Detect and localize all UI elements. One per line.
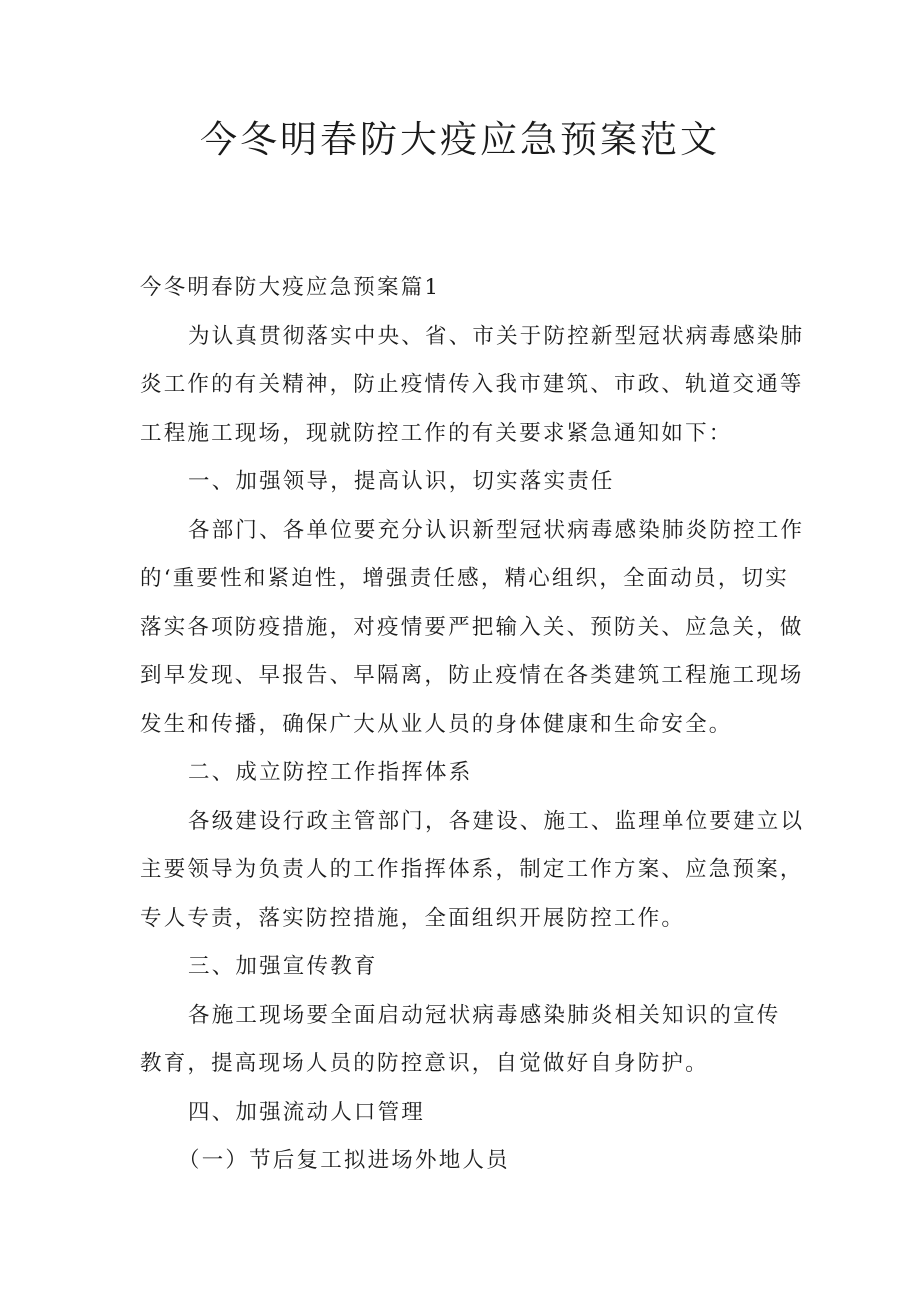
subsection-heading: （一）节后复工拟进场外地人员 (178, 1148, 510, 1173)
document-title: 今冬明春防大疫应急预案范文 (200, 118, 720, 161)
section-heading-2: 二、成立防控工作指挥体系 (188, 760, 473, 785)
paragraph-line: 专人专责，落实防控措施，全面组织开展防控工作。 (140, 905, 686, 931)
paragraph-line: 到早发现、早报告、早隔离，防止疫情在各类建筑工程施工现场 (140, 663, 804, 688)
paragraph-line: 主要领导为负责人的工作指挥体系，制定工作方案、应急预案， (140, 857, 804, 882)
paragraph-line: 的‘重要性和紧迫性，增强责任感，精心组织，全面动员，切实 (140, 566, 789, 591)
paragraph-line: 教育，提高现场人员的防控意识，自觉做好自身防护。 (140, 1051, 709, 1076)
section-heading-4: 四、加强流动人口管理 (188, 1099, 426, 1125)
paragraph-line: 炎工作的有关精神，防止疫情传入我市建筑、市政、轨道交通等 (140, 372, 804, 397)
paragraph-line: 发生和传播，确保广大从业人员的身体健康和生命安全。 (140, 711, 733, 737)
paragraph-line: 工程施工现场，现就防控工作的有关要求紧急通知如下： (140, 420, 733, 446)
section-heading-3: 三、加强宣传教育 (188, 954, 378, 979)
paragraph-line: 各部门、各单位要充分认识新型冠状病毒感染肺炎防控工作 (188, 517, 805, 543)
section-heading-pian1: 今冬明春防大疫应急预案篇1 (140, 275, 441, 300)
section-heading-1: 一、加强领导，提高认识，切实落实责任 (188, 469, 615, 494)
paragraph-line: 各级建设行政主管部门，各建设、施工、监理单位要建立以 (188, 808, 805, 834)
paragraph-line: 为认真贯彻落实中央、省、市关于防控新型冠状病毒感染肺 (188, 323, 805, 349)
paragraph-line: 落实各项防疫措施，对疫情要严把输入关、预防关、应急关，做 (140, 614, 804, 640)
document-body (140, 264, 805, 1186)
paragraph-line: 各施工现场要全面启动冠状病毒感染肺炎相关知识的宣传 (188, 1002, 781, 1028)
